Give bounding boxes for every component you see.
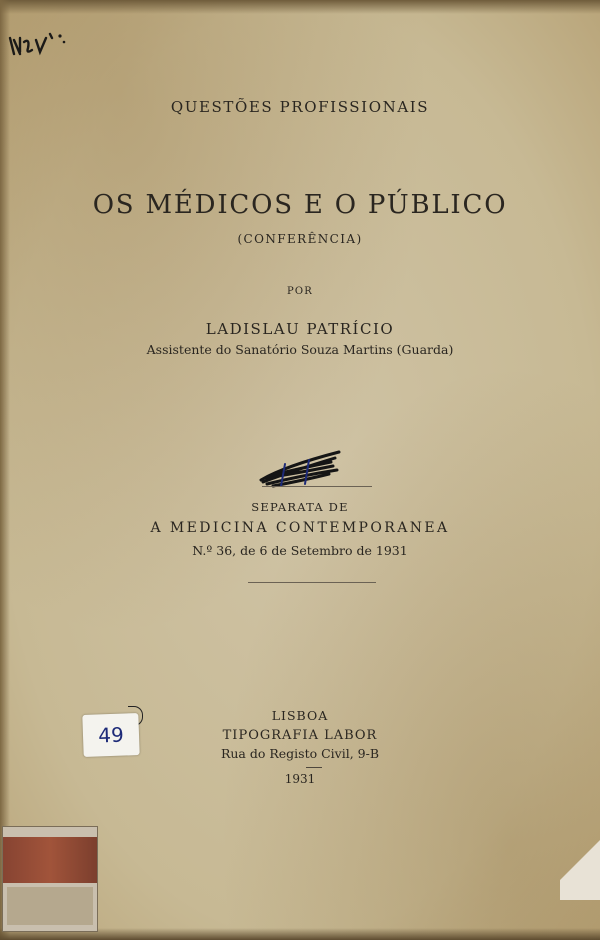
- short-divider-rule: [306, 767, 322, 768]
- offprint-label: SEPARATA DE: [251, 500, 349, 514]
- page-edge-left: [0, 0, 10, 940]
- torn-corner: [560, 830, 600, 900]
- spine-label-lower: [7, 887, 93, 925]
- main-title: OS MÉDICOS E O PÚBLICO: [92, 190, 508, 220]
- journal-name: A MEDICINA CONTEMPORANEA: [150, 520, 450, 536]
- author-name: LADISLAU PATRÍCIO: [205, 320, 395, 338]
- library-spine-label: [2, 826, 98, 932]
- ink-scribble-icon: [255, 440, 347, 492]
- page-edge-top: [0, 0, 600, 14]
- subtitle: (CONFERÊNCIA): [237, 232, 363, 246]
- author-role: Assistente do Sanatório Souza Martins (Guarda): [146, 342, 454, 357]
- publisher-address: Rua do Registo Civil, 9-B: [220, 746, 380, 761]
- handwritten-mark-icon: [6, 28, 70, 64]
- divider-rule: [248, 582, 376, 583]
- divider-rule: [262, 486, 372, 487]
- publication-year: 1931: [284, 772, 316, 786]
- publisher-name: TIPOGRAFIA LABOR: [222, 728, 378, 743]
- publication-city: LISBOA: [271, 708, 329, 723]
- issue-info: N.º 36, de 6 de Setembro de 1931: [192, 543, 408, 558]
- series-title: QUESTÕES PROFISSIONAIS: [170, 98, 430, 116]
- catalog-sticker: 49: [82, 713, 139, 757]
- by-label: POR: [286, 286, 314, 297]
- spine-label-band: [3, 837, 97, 883]
